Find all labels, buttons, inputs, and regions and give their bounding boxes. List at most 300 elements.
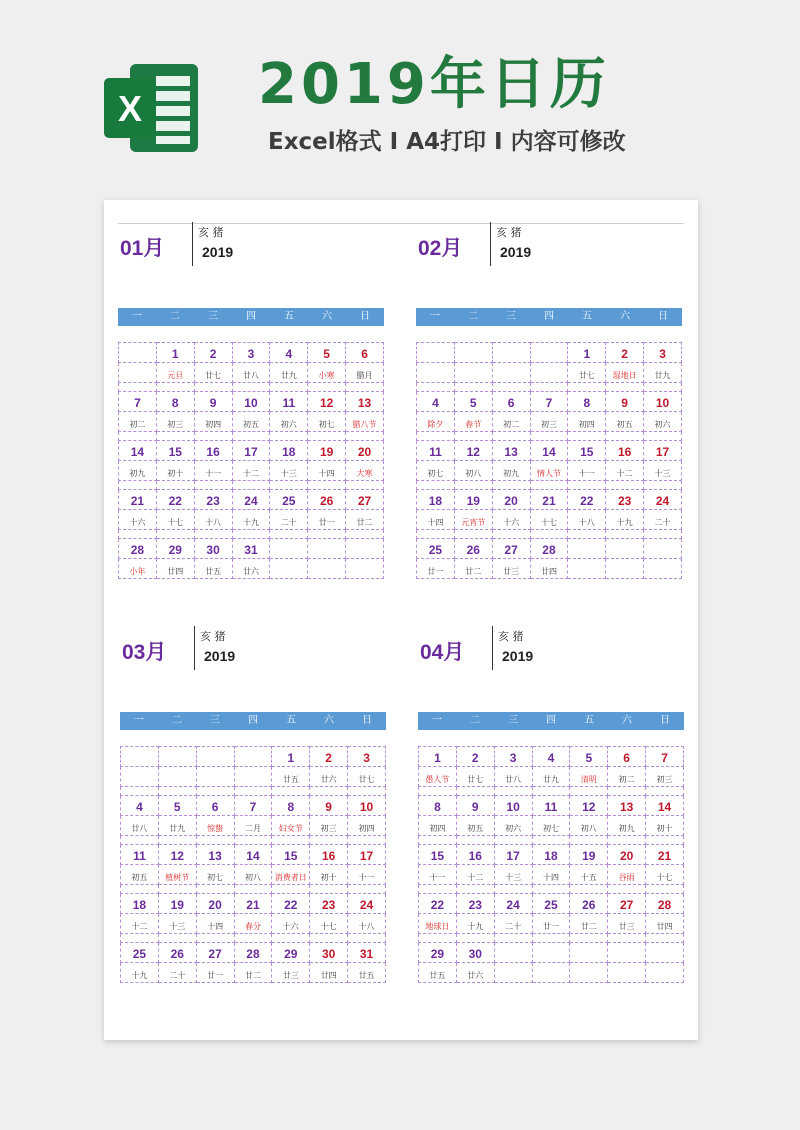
lunar-cell[interactable] (272, 865, 310, 885)
lunar-cell[interactable] (417, 510, 455, 530)
day-number-cell[interactable] (270, 392, 308, 412)
lunar-cell[interactable] (608, 963, 646, 983)
day-number-cell[interactable] (234, 943, 272, 963)
lunar-cell[interactable] (158, 865, 196, 885)
day-number-cell[interactable] (530, 441, 568, 461)
day-number-cell[interactable] (158, 796, 196, 816)
lunar-cell[interactable] (156, 559, 194, 579)
day-number-cell[interactable] (492, 539, 530, 559)
day-number-cell[interactable] (308, 392, 346, 412)
lunar-cell[interactable] (570, 963, 608, 983)
day-number-cell[interactable] (644, 490, 682, 510)
lunar-cell[interactable] (158, 963, 196, 983)
lunar-cell[interactable] (532, 963, 570, 983)
lunar-cell[interactable] (456, 914, 494, 934)
day-number-cell[interactable] (121, 796, 159, 816)
day-number-cell[interactable] (454, 539, 492, 559)
day-number-cell[interactable] (532, 747, 570, 767)
lunar-cell[interactable] (121, 816, 159, 836)
day-number-cell[interactable] (270, 441, 308, 461)
lunar-cell[interactable] (348, 767, 386, 787)
day-number-cell[interactable] (308, 343, 346, 363)
day-number: 7 (545, 396, 553, 410)
lunar-cell[interactable] (348, 963, 386, 983)
lunar-cell[interactable] (644, 461, 682, 481)
lunar-cell[interactable] (194, 461, 232, 481)
lunar-cell[interactable] (494, 865, 532, 885)
day-number-cell[interactable] (196, 943, 234, 963)
lunar-cell[interactable] (646, 865, 684, 885)
lunar-cell[interactable] (494, 816, 532, 836)
lunar-cell[interactable] (494, 767, 532, 787)
lunar-cell[interactable] (417, 559, 455, 579)
lunar-cell[interactable] (606, 510, 644, 530)
lunar-cell[interactable] (346, 510, 384, 530)
day-number-cell[interactable] (456, 747, 494, 767)
day-number-cell[interactable] (417, 343, 455, 363)
day-number-cell[interactable] (346, 539, 384, 559)
lunar-cell[interactable] (568, 510, 606, 530)
day-number-cell[interactable] (456, 796, 494, 816)
day-number-cell[interactable] (530, 539, 568, 559)
lunar-cell[interactable] (234, 865, 272, 885)
lunar-cell[interactable] (348, 816, 386, 836)
lunar-cell[interactable] (308, 559, 346, 579)
day-number-cell[interactable] (232, 490, 270, 510)
lunar-cell[interactable] (644, 510, 682, 530)
lunar-cell[interactable] (492, 363, 530, 383)
lunar-cell[interactable] (530, 412, 568, 432)
day-number-cell[interactable] (454, 441, 492, 461)
day-number-cell[interactable] (532, 796, 570, 816)
day-number-cell[interactable] (196, 894, 234, 914)
day-number-cell[interactable] (570, 845, 608, 865)
day-number-cell[interactable] (234, 894, 272, 914)
lunar-cell[interactable] (346, 559, 384, 579)
lunar-cell[interactable] (570, 816, 608, 836)
lunar-date: 初八 (465, 469, 482, 478)
lunar-cell[interactable] (570, 914, 608, 934)
day-number-cell[interactable] (606, 490, 644, 510)
lunar-cell[interactable] (492, 461, 530, 481)
lunar-cell[interactable] (646, 767, 684, 787)
day-number-cell[interactable] (454, 343, 492, 363)
lunar-cell[interactable] (308, 363, 346, 383)
day-number-cell[interactable] (456, 943, 494, 963)
lunar-cell[interactable] (121, 963, 159, 983)
lunar-cell[interactable] (196, 767, 234, 787)
day-number-cell[interactable] (346, 343, 384, 363)
day-number-cell[interactable] (272, 845, 310, 865)
day-number-cell[interactable] (608, 845, 646, 865)
lunar-cell[interactable] (272, 963, 310, 983)
lunar-cell[interactable] (346, 412, 384, 432)
day-number-cell[interactable] (492, 392, 530, 412)
day-number-cell[interactable] (417, 490, 455, 510)
day-number-cell[interactable] (119, 539, 157, 559)
day-number-cell[interactable] (348, 943, 386, 963)
day-number-cell[interactable] (644, 392, 682, 412)
day-number-cell[interactable] (492, 490, 530, 510)
lunar-cell[interactable] (530, 559, 568, 579)
day-number-cell[interactable] (644, 539, 682, 559)
lunar-cell[interactable] (532, 816, 570, 836)
day-number-cell[interactable] (608, 894, 646, 914)
day-number-cell[interactable] (646, 845, 684, 865)
day-number-cell[interactable] (456, 894, 494, 914)
lunar-cell[interactable] (121, 767, 159, 787)
day-number-cell[interactable] (234, 845, 272, 865)
day-number-cell[interactable] (646, 747, 684, 767)
day-number-cell[interactable] (272, 747, 310, 767)
lunar-cell[interactable] (232, 412, 270, 432)
day-number-cell[interactable] (419, 747, 457, 767)
day-number-cell[interactable] (234, 796, 272, 816)
lunar-cell[interactable] (419, 963, 457, 983)
lunar-cell[interactable] (121, 865, 159, 885)
lunar-cell[interactable] (232, 363, 270, 383)
day-number-cell[interactable] (156, 392, 194, 412)
day-number-cell[interactable] (194, 539, 232, 559)
lunar-cell[interactable] (646, 963, 684, 983)
day-number-cell[interactable] (530, 343, 568, 363)
day-number-cell[interactable] (532, 845, 570, 865)
lunar-cell[interactable] (270, 412, 308, 432)
day-number-cell[interactable] (156, 343, 194, 363)
day-number-cell[interactable] (494, 747, 532, 767)
day-number-cell[interactable] (608, 747, 646, 767)
day-number-cell[interactable] (308, 490, 346, 510)
day-number-cell[interactable] (272, 943, 310, 963)
lunar-cell[interactable] (119, 412, 157, 432)
day-number-cell[interactable] (272, 894, 310, 914)
day-number-cell[interactable] (494, 845, 532, 865)
lunar-cell[interactable] (644, 412, 682, 432)
lunar-cell[interactable] (156, 510, 194, 530)
day-number-cell[interactable] (310, 943, 348, 963)
zodiac-label: 亥 猪 (198, 226, 224, 239)
day-number-cell[interactable] (644, 441, 682, 461)
day-number-cell[interactable] (570, 747, 608, 767)
lunar-cell[interactable] (568, 559, 606, 579)
lunar-cell[interactable] (417, 461, 455, 481)
day-number-cell[interactable] (196, 845, 234, 865)
day-number-cell[interactable] (646, 943, 684, 963)
day-number-cell[interactable] (530, 392, 568, 412)
day-number-cell[interactable] (346, 490, 384, 510)
day-number-cell[interactable] (310, 796, 348, 816)
day-number-cell[interactable] (570, 943, 608, 963)
lunar-cell[interactable] (194, 412, 232, 432)
lunar-date: 廿五 (358, 971, 375, 980)
lunar-cell[interactable] (454, 461, 492, 481)
lunar-cell[interactable] (568, 461, 606, 481)
spacer-cell (232, 432, 270, 441)
lunar-date: 十一 (578, 469, 595, 478)
lunar-cell[interactable] (608, 865, 646, 885)
day-number-cell[interactable] (568, 392, 606, 412)
lunar-cell[interactable] (346, 363, 384, 383)
day-number-cell[interactable] (194, 490, 232, 510)
day-number-cell[interactable] (158, 894, 196, 914)
day-number-cell[interactable] (310, 894, 348, 914)
lunar-cell[interactable] (232, 461, 270, 481)
lunar-cell[interactable] (310, 914, 348, 934)
lunar-cell[interactable] (270, 559, 308, 579)
lunar-cell[interactable] (532, 914, 570, 934)
lunar-cell[interactable] (454, 412, 492, 432)
day-number-cell[interactable] (454, 490, 492, 510)
lunar-cell[interactable] (196, 914, 234, 934)
lunar-cell[interactable] (530, 510, 568, 530)
lunar-cell[interactable] (608, 816, 646, 836)
spacer-cell (196, 836, 234, 845)
day-number-cell[interactable] (417, 539, 455, 559)
day-number-cell[interactable] (270, 539, 308, 559)
lunar-cell[interactable] (532, 865, 570, 885)
lunar-cell[interactable] (606, 559, 644, 579)
lunar-cell[interactable] (568, 412, 606, 432)
spacer-cell (272, 934, 310, 943)
lunar-cell[interactable] (270, 510, 308, 530)
lunar-cell[interactable] (456, 963, 494, 983)
lunar-cell[interactable] (158, 816, 196, 836)
lunar-cell[interactable] (194, 559, 232, 579)
spacer-cell (456, 836, 494, 845)
lunar-cell[interactable] (310, 767, 348, 787)
day-number-cell[interactable] (570, 796, 608, 816)
lunar-cell[interactable] (272, 914, 310, 934)
day-number-cell[interactable] (494, 796, 532, 816)
day-number-cell[interactable] (232, 539, 270, 559)
day-number-cell[interactable] (156, 441, 194, 461)
day-number-cell[interactable] (454, 392, 492, 412)
lunar-cell[interactable] (419, 914, 457, 934)
day-number-cell[interactable] (158, 845, 196, 865)
day-number-cell[interactable] (272, 796, 310, 816)
day-number-cell[interactable] (121, 747, 159, 767)
day-number-cell[interactable] (270, 490, 308, 510)
day-number-cell[interactable] (608, 943, 646, 963)
lunar-cell[interactable] (570, 767, 608, 787)
day-number: 20 (357, 445, 372, 459)
day-number-cell[interactable] (310, 747, 348, 767)
lunar-cell[interactable] (532, 767, 570, 787)
day-number-cell[interactable] (196, 796, 234, 816)
day-number-cell[interactable] (194, 441, 232, 461)
day-number-cell[interactable] (234, 747, 272, 767)
lunar-cell[interactable] (417, 363, 455, 383)
lunar-cell[interactable] (196, 816, 234, 836)
spacer-cell (644, 432, 682, 441)
lunar-cell[interactable] (234, 914, 272, 934)
day-number-cell[interactable] (156, 539, 194, 559)
day-number-cell[interactable] (419, 894, 457, 914)
day-number-cell[interactable] (194, 343, 232, 363)
day-number-cell[interactable] (119, 343, 157, 363)
day-number-cell[interactable] (419, 796, 457, 816)
day-number-cell[interactable] (346, 441, 384, 461)
lunar-cell[interactable] (308, 461, 346, 481)
lunar-cell[interactable] (492, 412, 530, 432)
lunar-cell[interactable] (530, 461, 568, 481)
lunar-cell[interactable] (492, 510, 530, 530)
lunar-cell[interactable] (417, 412, 455, 432)
lunar-cell[interactable] (308, 510, 346, 530)
lunar-cell[interactable] (234, 816, 272, 836)
day-number-cell[interactable] (568, 539, 606, 559)
day-number-cell[interactable] (346, 392, 384, 412)
spacer-cell (608, 836, 646, 845)
lunar-cell[interactable] (270, 461, 308, 481)
lunar-cell[interactable] (608, 767, 646, 787)
lunar-cell[interactable] (608, 914, 646, 934)
lunar-cell[interactable] (606, 363, 644, 383)
day-number-cell[interactable] (494, 894, 532, 914)
day-number-cell[interactable] (308, 539, 346, 559)
lunar-cell[interactable] (570, 865, 608, 885)
lunar-cell[interactable] (492, 559, 530, 579)
lunar-cell[interactable] (454, 510, 492, 530)
lunar-cell[interactable] (419, 767, 457, 787)
day-number-cell[interactable] (492, 441, 530, 461)
lunar-cell[interactable] (196, 865, 234, 885)
day-number-cell[interactable] (568, 343, 606, 363)
lunar-cell[interactable] (158, 767, 196, 787)
lunar-cell[interactable] (644, 559, 682, 579)
day-number-cell[interactable] (417, 441, 455, 461)
lunar-cell[interactable] (456, 865, 494, 885)
day-number-cell[interactable] (232, 343, 270, 363)
lunar-cell[interactable] (310, 963, 348, 983)
day-number-cell[interactable] (646, 796, 684, 816)
lunar-cell[interactable] (119, 363, 157, 383)
day-number-cell[interactable] (119, 441, 157, 461)
lunar-cell[interactable] (419, 816, 457, 836)
lunar-cell[interactable] (346, 461, 384, 481)
lunar-cell[interactable] (310, 816, 348, 836)
day-number-cell[interactable] (608, 796, 646, 816)
lunar-cell[interactable] (194, 363, 232, 383)
day-number-cell[interactable] (121, 845, 159, 865)
day-number-cell[interactable] (232, 392, 270, 412)
lunar-cell[interactable] (530, 363, 568, 383)
lunar-cell[interactable] (272, 767, 310, 787)
lunar-cell[interactable] (232, 510, 270, 530)
lunar-cell[interactable] (494, 963, 532, 983)
lunar-cell[interactable] (156, 363, 194, 383)
day-number-cell[interactable] (232, 441, 270, 461)
lunar-cell[interactable] (606, 461, 644, 481)
lunar-cell[interactable] (158, 914, 196, 934)
day-number-cell[interactable] (606, 343, 644, 363)
lunar-cell[interactable] (308, 412, 346, 432)
day-number-cell[interactable] (121, 943, 159, 963)
day-number-cell[interactable] (532, 943, 570, 963)
day-number-cell[interactable] (348, 845, 386, 865)
day-number-cell[interactable] (568, 490, 606, 510)
day-number: 18 (132, 898, 147, 912)
day-number-cell[interactable] (270, 343, 308, 363)
lunar-cell[interactable] (454, 559, 492, 579)
lunar-cell[interactable] (646, 914, 684, 934)
spacer-cell (644, 530, 682, 539)
lunar-cell[interactable] (606, 412, 644, 432)
day-number-cell[interactable] (121, 894, 159, 914)
lunar-cell[interactable] (234, 767, 272, 787)
lunar-cell[interactable] (194, 510, 232, 530)
day-number-cell[interactable] (492, 343, 530, 363)
lunar-cell[interactable] (494, 914, 532, 934)
spacer-cell (234, 836, 272, 845)
lunar-cell[interactable] (456, 767, 494, 787)
day-number-cell[interactable] (568, 441, 606, 461)
lunar-cell[interactable] (232, 559, 270, 579)
lunar-cell[interactable] (270, 363, 308, 383)
day-number-cell[interactable] (310, 845, 348, 865)
lunar-date: 二十 (505, 922, 522, 931)
lunar-cell[interactable] (454, 363, 492, 383)
lunar-cell[interactable] (234, 963, 272, 983)
spacer-cell (570, 836, 608, 845)
lunar-cell[interactable] (310, 865, 348, 885)
lunar-cell[interactable] (568, 363, 606, 383)
day-number-cell[interactable] (119, 392, 157, 412)
lunar-cell[interactable] (156, 412, 194, 432)
lunar-cell[interactable] (456, 816, 494, 836)
day-number-cell[interactable] (494, 943, 532, 963)
weekday-label: 三 (208, 311, 218, 322)
day-number-cell[interactable] (532, 894, 570, 914)
lunar-cell[interactable] (156, 461, 194, 481)
day-number-cell[interactable] (348, 796, 386, 816)
day-number-cell[interactable] (606, 441, 644, 461)
lunar-cell[interactable] (121, 914, 159, 934)
day-number-cell[interactable] (156, 490, 194, 510)
day-number-cell[interactable] (419, 845, 457, 865)
day-number-cell[interactable] (417, 392, 455, 412)
lunar-cell[interactable] (348, 865, 386, 885)
day-number-cell[interactable] (419, 943, 457, 963)
lunar-cell[interactable] (119, 510, 157, 530)
lunar-cell[interactable] (119, 559, 157, 579)
day-number-cell[interactable] (570, 894, 608, 914)
lunar-cell[interactable] (646, 816, 684, 836)
day-number-cell[interactable] (196, 747, 234, 767)
day-number-cell[interactable] (158, 747, 196, 767)
lunar-date: 廿四 (167, 567, 184, 576)
lunar-cell[interactable] (419, 865, 457, 885)
lunar-cell[interactable] (272, 816, 310, 836)
day-number-cell[interactable] (530, 490, 568, 510)
day-number-cell[interactable] (158, 943, 196, 963)
lunar-cell[interactable] (119, 461, 157, 481)
lunar-cell[interactable] (196, 963, 234, 983)
day-number-cell[interactable] (644, 343, 682, 363)
lunar-cell[interactable] (644, 363, 682, 383)
day-number-cell[interactable] (606, 539, 644, 559)
day-number-cell[interactable] (119, 490, 157, 510)
day-number-cell[interactable] (348, 747, 386, 767)
day-number-cell[interactable] (456, 845, 494, 865)
lunar-cell[interactable] (348, 914, 386, 934)
day-number-cell[interactable] (308, 441, 346, 461)
day-number-cell[interactable] (348, 894, 386, 914)
day-number-cell[interactable] (606, 392, 644, 412)
day-number: 10 (359, 800, 374, 814)
day-number-cell[interactable] (646, 894, 684, 914)
day-number-cell[interactable] (194, 392, 232, 412)
